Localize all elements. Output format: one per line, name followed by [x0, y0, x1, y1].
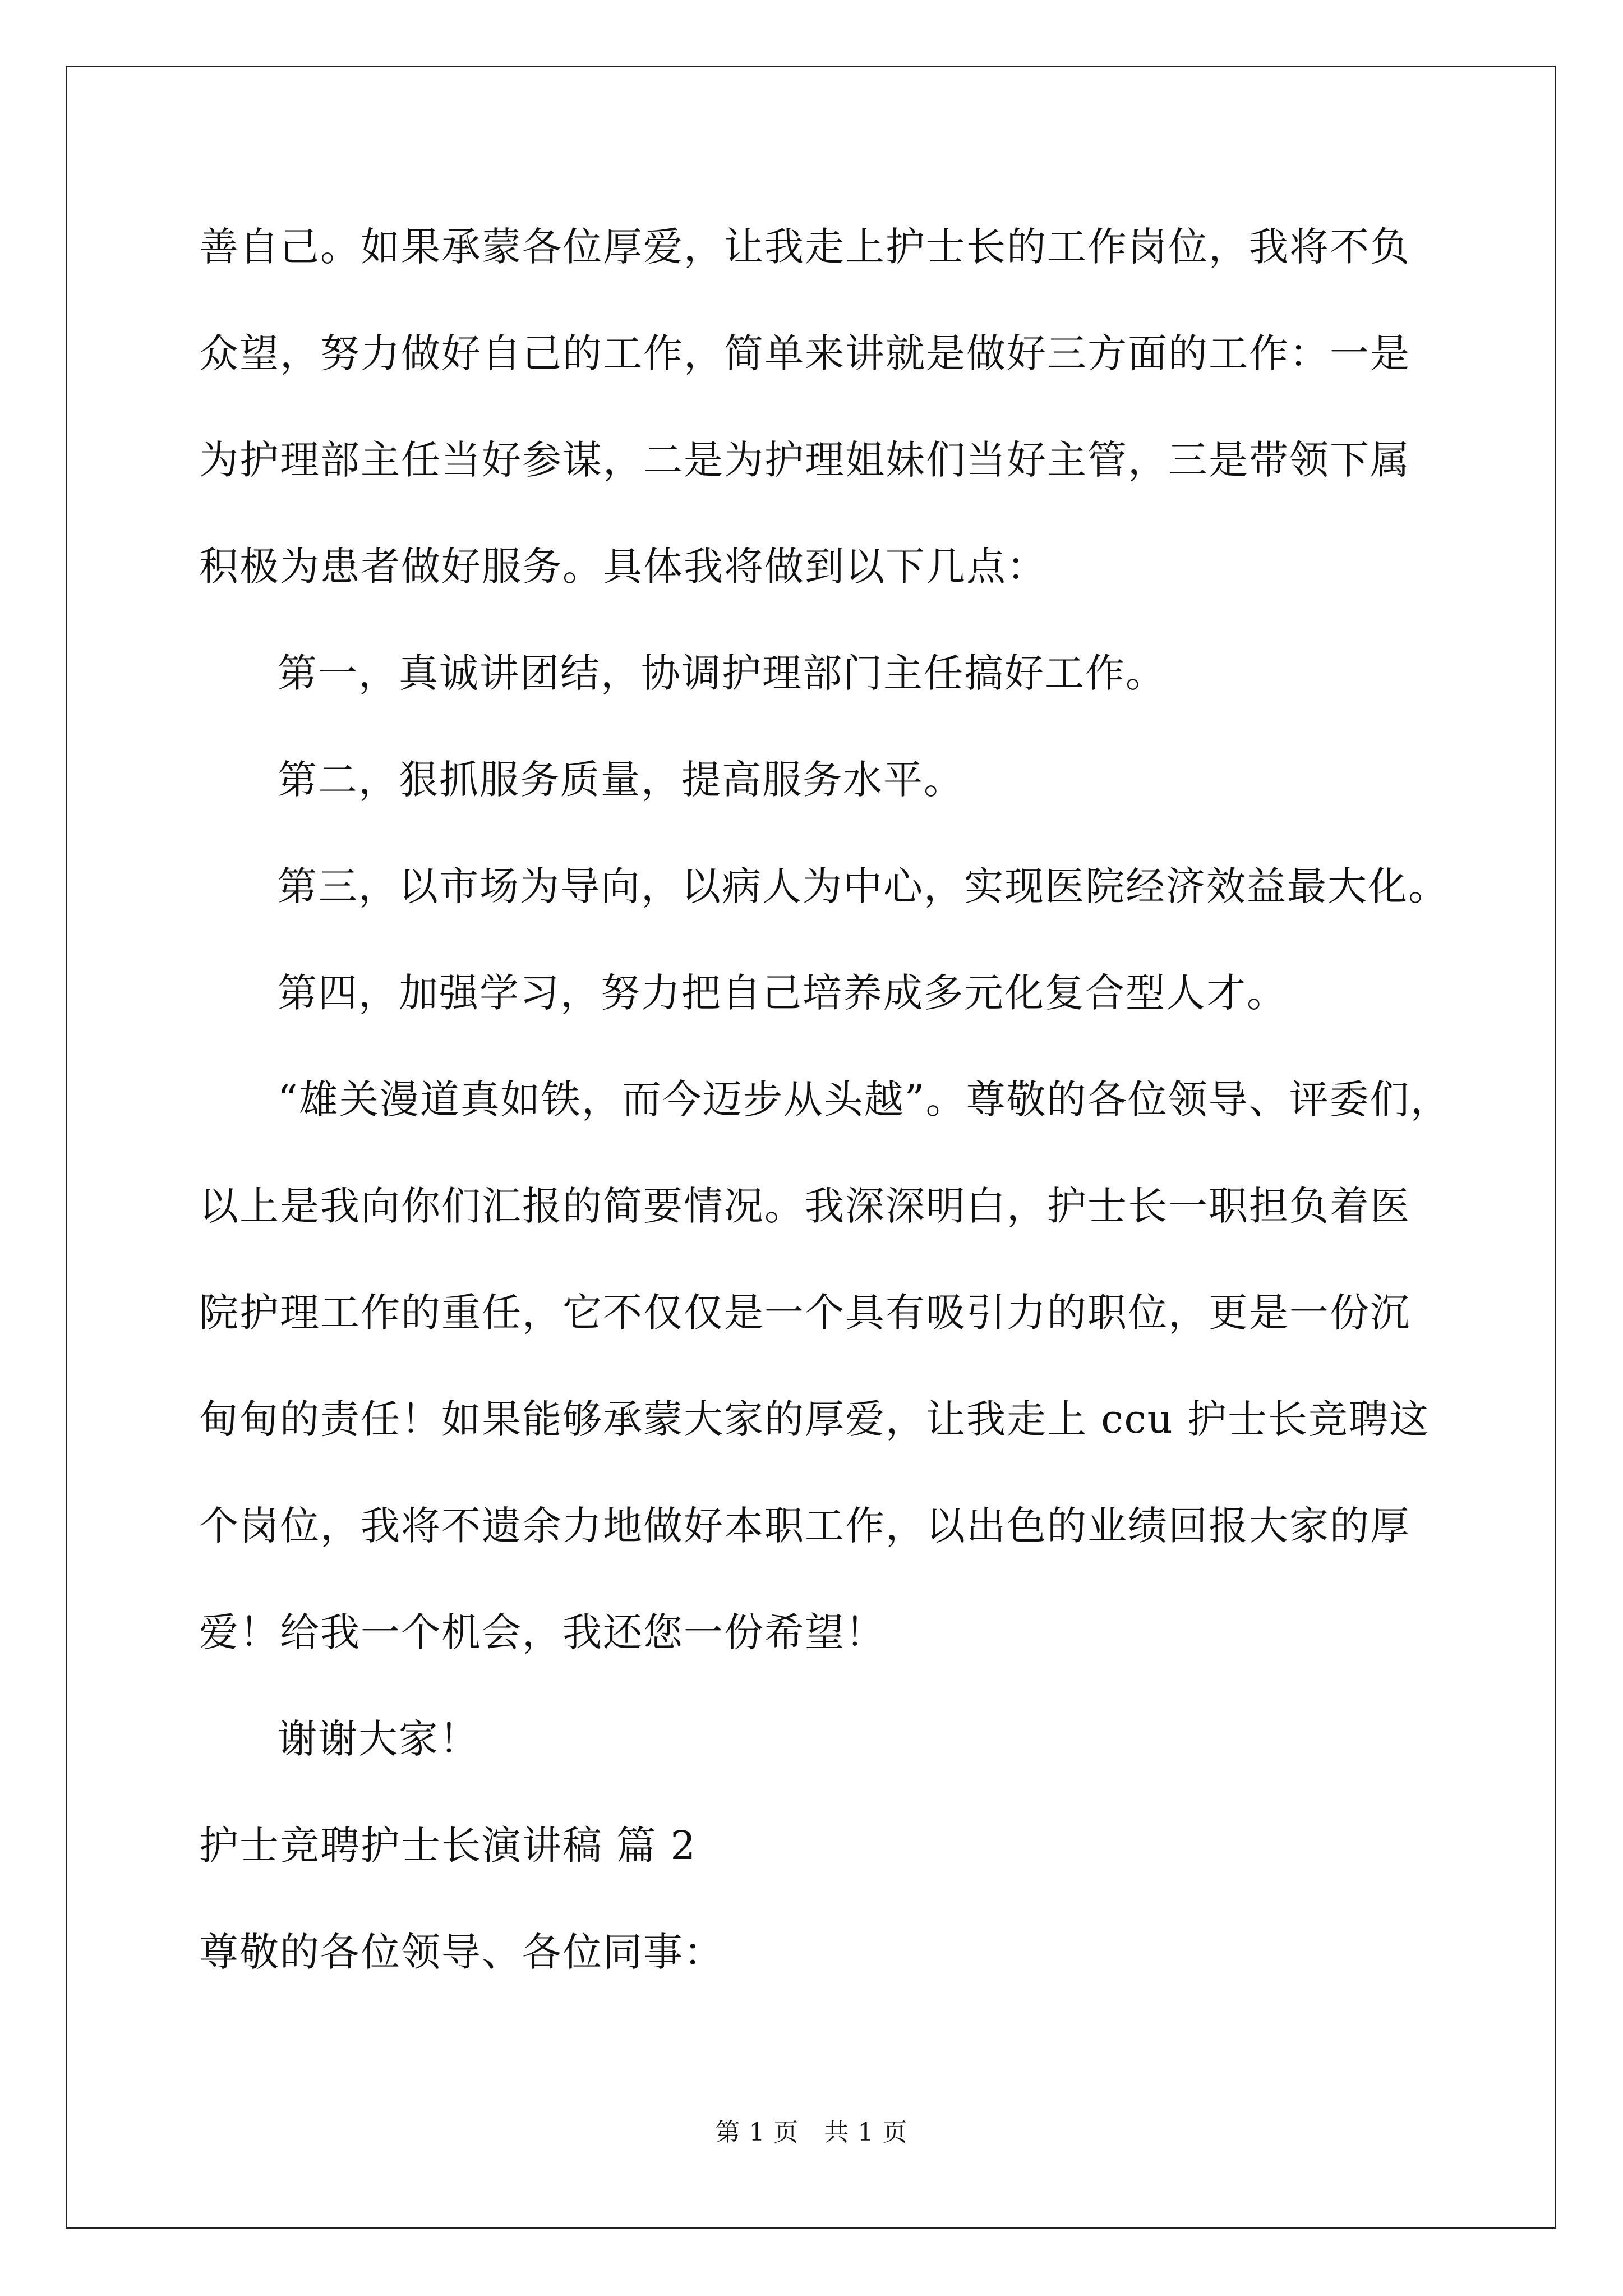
text-line: 院护理工作的重任，它不仅仅是一个具有吸引力的职位，更是一份沉 — [199, 1290, 1410, 1336]
page-footer: 第 1 页 共 1 页 — [715, 2118, 908, 2147]
text-line: 善自己。如果承蒙各位厚爱，让我走上护士长的工作岗位，我将不负 — [199, 224, 1410, 270]
text-line: 积极为患者做好服务。具体我将做到以下几点： — [199, 544, 1047, 590]
text-line: 第二，狠抓服务质量，提高服务水平。 — [278, 757, 964, 803]
text-line: 第一，真诚讲团结，协调护理部门主任搞好工作。 — [278, 650, 1166, 696]
text-line: 为护理部主任当好参谋，二是为护理姐妹们当好主管，三是带领下属 — [199, 437, 1410, 483]
text-line: 第三，以市场为导向，以病人为中心，实现医院经济效益最大化。 — [278, 863, 1449, 909]
text-line: 甸甸的责任！如果能够承蒙大家的厚爱，让我走上 ccu 护士长竞聘这 — [199, 1396, 1430, 1442]
text-line: “雄关漫道真如铁，而今迈步从头越”。尊敬的各位领导、评委们， — [278, 1076, 1451, 1122]
text-line: 众望，努力做好自己的工作，简单来讲就是做好三方面的工作：一是 — [199, 330, 1410, 376]
text-line: 第四，加强学习，努力把自己培养成多元化复合型人才。 — [278, 970, 1287, 1016]
salutation: 尊敬的各位领导、各位同事： — [199, 1929, 724, 1975]
text-line: 以上是我向你们汇报的简要情况。我深深明白，护士长一职担负着医 — [199, 1183, 1410, 1229]
section-heading: 护士竞聘护士长演讲稿 篇 2 — [199, 1823, 697, 1869]
text-line: 个岗位，我将不遗余力地做好本职工作，以出色的业绩回报大家的厚 — [199, 1503, 1410, 1549]
page-border — [66, 66, 1556, 2229]
text-line: 爱！给我一个机会，我还您一份希望！ — [199, 1609, 886, 1655]
text-line: 谢谢大家！ — [278, 1716, 479, 1762]
